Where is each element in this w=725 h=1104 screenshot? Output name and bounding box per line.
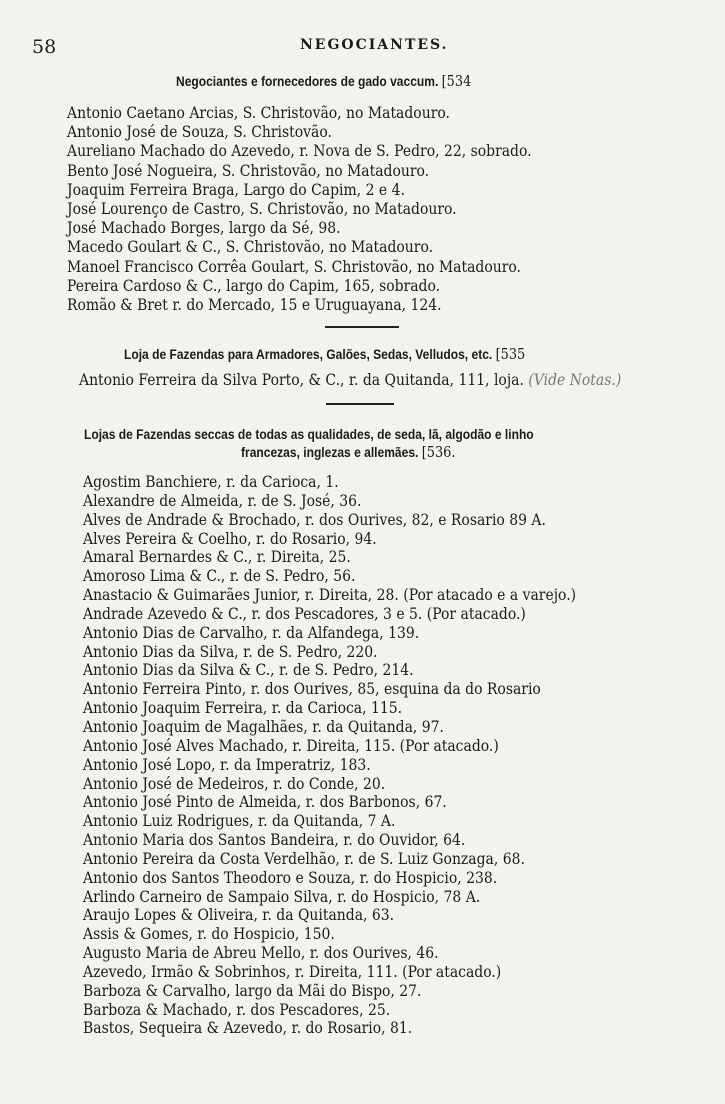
section-divider [326,403,394,405]
directory-entry: Assis & Gomes, r. do Hospicio, 150. [83,925,335,944]
directory-entry: Barboza & Carvalho, largo da Mãi do Bispo, 27. [83,981,422,1000]
directory-entry: Augusto Maria de Abreu Mello, r. dos Ourives, 46. [83,944,439,963]
directory-entry: Alves de Andrade & Brochado, r. dos Ourives, 82, e Rosario 89 A. [83,510,546,529]
directory-entry: Bastos, Sequeira & Azevedo, r. do Rosario, 81. [83,1019,413,1038]
entry-text: Antonio Ferreira da Silva Porto, & C., r. da Quitanda, 111, loja. [79,371,524,389]
directory-entry: Antonio Maria dos Santos Bandeira, r. do Ouvidor, 64. [83,831,466,850]
directory-entry: Amaral Bernardes & C., r. Direita, 25. [83,548,351,567]
directory-entry: Agostim Banchiere, r. da Carioca, 1. [83,473,339,491]
section-number: [534 [441,72,472,90]
directory-entry: Antonio Joaquim de Magalhães, r. da Quitanda, 97. [83,717,444,736]
page-number: 58 [32,36,57,58]
section-divider [325,326,399,328]
directory-entry: Antonio Dias de Carvalho, r. da Alfandega, 139. [83,623,420,642]
directory-entry: Antonio Luiz Rodrigues, r. da Quitanda, 7 A. [83,812,396,831]
directory-entry: Antonio José Alves Machado, r. Direita, 115. (Por atacado.) [83,736,499,755]
section-536-heading-line-1 [84,425,534,444]
section-536-heading-line-2 [241,443,455,462]
section-534-list [67,104,583,315]
section-536-list [83,473,631,1038]
directory-entry: Romão & Bret r. do Mercado, 15 e Uruguayana, 124. [67,295,442,314]
directory-entry: Antonio Dias da Silva, r. de S. Pedro, 220. [83,642,378,661]
running-header: NEGOCIANTES. [300,37,449,53]
section-number: [536. [421,443,456,461]
directory-entry: Araujo Lopes & Oliveira, r. da Quitanda, 63. [83,906,395,925]
directory-entry: Amoroso Lima & C., r. de S. Pedro, 56. [83,567,356,586]
section-535-entry [79,371,621,389]
directory-entry: Barboza & Machado, r. dos Pescadores, 25. [83,1000,391,1019]
directory-entry: Antonio José Lopo, r. da Imperatriz, 183. [83,755,371,774]
directory-entry: Antonio José Pinto de Almeida, r. dos Barbonos, 67. [83,793,447,812]
directory-entry: Antonio dos Santos Theodoro e Souza, r. do Hospicio, 238. [83,868,498,887]
directory-entry: Alexandre de Almeida, r. de S. José, 36. [83,491,362,510]
section-title: Negociantes e fornecedores de gado vaccum. [176,73,439,89]
section-title-line-1: Lojas de Fazendas seccas de todas as qualidades, de seda, lã, algodão e linho [84,426,534,442]
entry-note: (Vide Notas.) [528,371,622,389]
directory-entry: Antonio Ferreira Pinto, r. dos Ourives, 85, esquina da do Rosario [83,680,541,699]
directory-entry: José Lourenço de Castro, S. Christovão, no Matadouro. [67,199,457,218]
directory-entry: Manoel Francisco Corrêa Goulart, S. Christovão, no Matadouro. [67,257,521,276]
directory-entry: Joaquim Ferreira Braga, Largo do Capim, 2 e 4. [67,180,405,199]
directory-entry: Alves Pereira & Coelho, r. do Rosario, 94. [83,529,377,548]
directory-entry: Antonio Joaquim Ferreira, r. da Carioca, 115. [83,699,403,718]
directory-entry: Pereira Cardoso & C., largo do Capim, 165, sobrado. [67,276,441,295]
directory-entry: Antonio Caetano Arcias, S. Christovão, no Matadouro. [67,104,450,122]
directory-entry: Anastacio & Guimarães Junior, r. Direita, 28. (Por atacado e a varejo.) [83,586,577,605]
section-title: Loja de Fazendas para Armadores, Galões, Sedas, Velludos, etc. [124,346,493,362]
directory-entry: Bento José Nogueira, S. Christovão, no Matadouro. [67,161,430,180]
directory-entry: Antonio José de Souza, S. Christovão. [67,123,332,142]
section-535-heading [124,345,525,363]
section-title-line-2: francezas, inglezas e allemães. [241,444,419,460]
section-534-heading [176,72,471,90]
directory-entry: Azevedo, Irmão & Sobrinhos, r. Direita, 111. (Por atacado.) [83,962,502,981]
directory-entry: Macedo Goulart & C., S. Christovão, no Matadouro. [67,238,434,257]
section-number: [535 [495,345,526,363]
directory-entry: Antonio Pereira da Costa Verdelhão, r. de S. Luiz Gonzaga, 68. [83,849,525,868]
directory-entry: Antonio Dias da Silva & C., r. de S. Pedro, 214. [83,661,414,680]
directory-entry: Aureliano Machado do Azevedo, r. Nova de S. Pedro, 22, sobrado. [67,142,532,161]
directory-entry: Antonio José de Medeiros, r. do Conde, 20. [83,774,386,793]
directory-entry: Arlindo Carneiro de Sampaio Silva, r. do Hospicio, 78 A. [83,887,481,906]
directory-entry: José Machado Borges, largo da Sé, 98. [67,219,341,238]
directory-entry: Andrade Azevedo & C., r. dos Pescadores, 3 e 5. (Por atacado.) [83,604,526,623]
